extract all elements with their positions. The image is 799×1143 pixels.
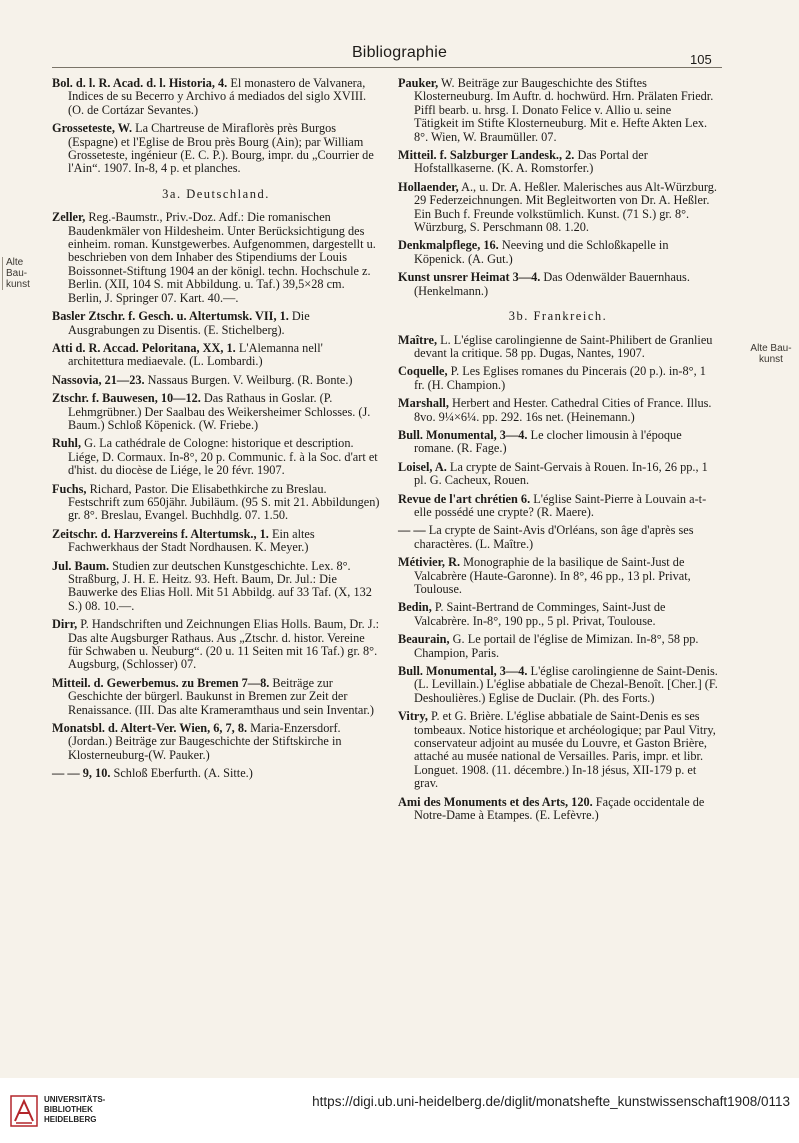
entry-author: Fuchs, bbox=[52, 481, 87, 496]
bibliography-entry bbox=[52, 342, 380, 369]
entry-text: L'Alemanna nell' architettura mediaevale. (L. Lombardi.) bbox=[68, 340, 323, 369]
header-rule bbox=[52, 67, 722, 68]
margin-note-right-text: Alte Bau- kunst bbox=[750, 343, 792, 365]
entry-author: Ruhl, bbox=[52, 436, 82, 451]
footer-bar bbox=[0, 1078, 799, 1143]
bibliography-entry bbox=[52, 310, 380, 337]
library-name-line: BIBLIOTHEK bbox=[44, 1105, 93, 1114]
bibliography-entry bbox=[398, 710, 718, 790]
entry-author: Basler Ztschr. f. Gesch. u. Altertumsk. VII, 1. bbox=[52, 309, 289, 324]
entry-author: Maître, bbox=[398, 332, 438, 347]
entry-text: Das Portal der Hofstallkaserne. (K. A. Romstorfer.) bbox=[414, 148, 648, 176]
entry-text: Neeving und die Schloßkapelle in Köpenick. (A. Gut.) bbox=[414, 238, 669, 266]
entry-text: P. Saint-Bertrand de Comminges, Saint-Just de Valcabrère. In-8°, 190 pp., 5 pl. Privat, Toulouse. bbox=[414, 600, 666, 628]
entry-text: P. et G. Brière. L'église abbatiale de Saint-Denis es ses tombeaux. Notice historique et archéologique; par Paul Vitry, conservateur adjoint au musée du Louvre, et Gaston Brière, attaché au musée national de Versailles. Paris, impr. et libr. Longuet. 1908. (11. décembre.) In-18 jésus, XII-179 p. et grav. bbox=[414, 709, 716, 791]
entry-author: Bedin, bbox=[398, 600, 432, 615]
entry-author: Grosseteste, W. bbox=[52, 121, 133, 136]
bibliography-entry bbox=[398, 429, 718, 456]
entry-text: W. Beiträge zur Baugeschichte des Stiftes Klosterneuburg. Im Auftr. d. hochwürd. Hrn. Prälaten Friedr. Piffl bearb. u. hrsg. I. Donato Felice v. Allio u. seine Tätigkeit im Stifte Klosterneuburg. Mit e. Hefte Akten Lex. 8°. Wien, W. Braumüller. 07. bbox=[414, 76, 714, 144]
right-column bbox=[398, 77, 718, 828]
entry-author: Loisel, A. bbox=[398, 459, 447, 474]
left-column bbox=[52, 77, 380, 786]
bibliography-entry bbox=[52, 618, 380, 672]
entry-text: Beiträge zur Geschichte der bürgerl. Baukunst in Bremen zur Zeit der Renaissance. (III. Das alte Krameramthaus und sein Inventar.) bbox=[68, 675, 374, 717]
entry-author: Bol. d. l. R. Acad. d. l. Historia, 4. bbox=[52, 76, 228, 90]
library-name-line: UNIVERSITÄTS- bbox=[44, 1095, 106, 1104]
entry-text: L. L'église carolingienne de Saint-Philibert de Granlieu devant la critique. 58 pp. Dugas, Nantes, 1907. bbox=[414, 332, 713, 360]
right-main-entries bbox=[398, 334, 718, 823]
entry-author: Coquelle, bbox=[398, 364, 448, 379]
entry-text: Richard, Pastor. Die Elisabethkirche zu Breslau. Festschrift zum 650jähr. Jubiläum. (95 S. mit 21. Abbildungen) gr. 8°. Breslau, Evangel. Buchhdlg. 07. 1.50. bbox=[68, 481, 380, 523]
entry-author: Mitteil. f. Salzburger Landesk., 2. bbox=[398, 148, 575, 163]
bibliography-entry bbox=[52, 560, 380, 614]
entry-author: Denkmalpflege, 16. bbox=[398, 238, 499, 253]
bibliography-entry bbox=[398, 461, 718, 488]
entry-author: Hollaender, bbox=[398, 179, 459, 194]
bibliography-entry bbox=[52, 211, 380, 305]
bibliography-entry bbox=[398, 633, 718, 660]
bibliography-entry bbox=[398, 796, 718, 823]
entry-text: G. Le portail de l'église de Mimizan. In-8°, 58 pp. Champion, Paris. bbox=[414, 632, 699, 660]
entry-text: Ein altes Fachwerkhaus der Stadt Nordhausen. K. Meyer.) bbox=[68, 526, 315, 555]
entry-author: Kunst unsrer Heimat 3—4. bbox=[398, 270, 541, 285]
bibliography-entry bbox=[52, 392, 380, 432]
bibliography-entry bbox=[398, 239, 718, 266]
bibliography-entry bbox=[398, 556, 718, 596]
entry-text: Schloß Eberfurth. (A. Sitte.) bbox=[110, 766, 253, 781]
bibliography-entry bbox=[398, 271, 718, 298]
entry-text: Das Odenwälder Bauernhaus. (Henkelmann.) bbox=[414, 270, 690, 298]
section-heading-frankreich: 3b. Frankreich. bbox=[508, 309, 608, 324]
entry-text: G. La cathédrale de Cologne: historique et description. Liége, D. Cormaux. In-8°, 20 p. Communic. f. à la Soc. d'art et d'hist. du diocèse de Liége, le 20 févr. 1907. bbox=[68, 436, 378, 478]
entry-text: Das Rathaus in Goslar. (P. Lehmgrübner.) Der Saalbau des Weikersheimer Schlosses. (J. Baum.) Schloß Köpenick. (W. Friebe.) bbox=[68, 391, 371, 432]
entry-author: Zeller, bbox=[52, 210, 86, 225]
source-url[interactable]: https://digi.ub.uni-heidelberg.de/diglit/monatshefte_kunstwissenschaft1908/0113 bbox=[312, 1094, 790, 1109]
margin-note-left bbox=[2, 257, 46, 290]
bibliography-entry bbox=[52, 77, 380, 117]
bibliography-entry bbox=[52, 483, 380, 523]
entry-text: A., u. Dr. A. Heßler. Malerisches aus Alt-Würzburg. 29 Federzeichnungen. Mit Begleitworten von Dr. A. Heßler. Ein Buch f. Freunde volkstümlich. Kunst. (71 S.) gr. 8°. Würzburg, S. Perschmann 08. 1.20. bbox=[414, 179, 718, 235]
entry-text: La crypte de Saint-Gervais à Rouen. In-16, 26 pp., 1 pl. G. Cacheux, Rouen. bbox=[414, 459, 708, 488]
bibliography-entry bbox=[52, 374, 380, 387]
bibliography-entry bbox=[398, 524, 718, 551]
entry-author: Atti d. R. Accad. Peloritana, XX, 1. bbox=[52, 340, 236, 355]
bibliography-entry bbox=[52, 528, 380, 555]
entry-text: P. Les Eglises romanes du Pincerais (20 p.). in-8°, 1 fr. (H. Champion.) bbox=[414, 364, 706, 392]
entry-author: Revue de l'art chrétien 6. bbox=[398, 491, 531, 506]
entry-text: Reg.-Baumstr., Priv.-Doz. Adf.: Die romanischen Baudenkmäler von Hildesheim. Unter Berücksichtigung des einheim. roman. Kunstgewerbes. Aufgenommen, dargestellt u. beschrieben von dem Inhaber des Stipendiums der Louis Boissonnet-Stiftung 1904 an der königl. techn. Hochschule z. Berlin. (XII, 104 S. mit Abbildung. u. Taf.) 39,5×28 cm. Berlin, J. Springer 07. Kart. 40.—. bbox=[68, 210, 376, 305]
bibliography-entry bbox=[398, 365, 718, 392]
right-top-entries bbox=[398, 77, 718, 298]
entry-text: Die Ausgrabungen zu Disentis. (E. Stichelberg). bbox=[68, 309, 310, 337]
library-name bbox=[44, 1095, 105, 1125]
library-name-line: HEIDELBERG bbox=[44, 1115, 97, 1124]
bibliography-entry bbox=[398, 77, 718, 144]
left-main-entries bbox=[52, 211, 380, 780]
entry-author: Bull. Monumental, 3—4. bbox=[398, 664, 528, 679]
entry-text: Façade occidentale de Notre-Dame à Etampes. (E. Lefèvre.) bbox=[414, 794, 705, 823]
bibliography-entry bbox=[52, 122, 380, 176]
entry-text: Le clocher limousin à l'époque romane. (R. Fage.) bbox=[414, 427, 682, 456]
entry-author: Ztschr. f. Bauwesen, 10—12. bbox=[52, 391, 201, 406]
entry-text: Herbert and Hester. Cathedral Cities of France. Illus. 8vo. 9¼×6¼. pp. 292. 16s net. (Heinemann.) bbox=[414, 396, 712, 424]
entry-text: Nassaus Burgen. V. Weilburg. (R. Bonte.) bbox=[144, 372, 353, 387]
entry-author: Monatsbl. d. Altert-Ver. Wien, 6, 7, 8. bbox=[52, 721, 248, 736]
bibliography-entry bbox=[52, 722, 380, 762]
bibliography-entry bbox=[52, 677, 380, 717]
bibliography-entry bbox=[398, 149, 718, 176]
entry-author: Jul. Baum. bbox=[52, 558, 110, 573]
entry-author: — — bbox=[398, 523, 426, 538]
entry-author: Bull. Monumental, 3—4. bbox=[398, 427, 528, 442]
entry-text: P. Handschriften und Zeichnungen Elias Holls. Baum, Dr. J.: Das alte Augsburger Rathaus. Aus „Ztschr. d. histor. Vereine für Schwaben u. Neuburg“. (20 u. 11 Seiten mit 16 Taf.) gr. 8°. Augsburg, (Schlosser) 07. bbox=[68, 617, 380, 672]
bibliography-entry bbox=[398, 665, 718, 705]
margin-note-left-text: Alte Bau- kunst bbox=[6, 257, 30, 290]
entry-author: Dirr, bbox=[52, 617, 78, 632]
page-number: 105 bbox=[690, 52, 712, 67]
section-heading-deutschland: 3a. Deutschland. bbox=[162, 186, 270, 201]
bibliography-entry bbox=[398, 601, 718, 628]
entry-text: El monastero de Valvanera, Indices de su Becerro y Archivo á mediados del siglo XVIII. (O. de Cortázar Sevantes.) bbox=[68, 76, 367, 117]
bibliography-entry bbox=[398, 181, 718, 235]
bibliography-entry bbox=[52, 767, 380, 780]
margin-note-right bbox=[745, 343, 797, 365]
entry-text: L'église carolingienne de Saint-Denis. (L. Levillain.) L'église abbatiale de Chezal-Benoît. [Cher.] (F. Deshoulières.) Eglise de Duclair. (Ph. des Forts.) bbox=[414, 664, 718, 705]
entry-text: Studien zur deutschen Kunstgeschichte. Lex. 8°. Straßburg, J. H. E. Heitz. 93. Heft. Baum, Dr. Jul.: Die Bauwerke des Elias Holl. Mit 51 Abbildg. auf 33 Taf. (X, 132 S.) 08. 10.—. bbox=[68, 558, 372, 613]
entry-text: Maria-Enzersdorf. (Jordan.) Beiträge zur Baugeschichte der Stiftskirche in Klosterneuburg-(W. Pauker.) bbox=[68, 721, 342, 762]
bibliography-entry bbox=[398, 397, 718, 424]
entry-author: Marshall, bbox=[398, 396, 449, 411]
bibliography-entry bbox=[398, 493, 718, 520]
entry-author: Beaurain, bbox=[398, 632, 450, 647]
bibliography-entry bbox=[52, 437, 380, 477]
entry-author: Nassovia, 21—23. bbox=[52, 372, 145, 387]
entry-author: Vitry, bbox=[398, 709, 428, 724]
page-title: Bibliographie bbox=[351, 44, 448, 61]
entry-author: Métivier, R. bbox=[398, 555, 461, 570]
bibliography-entry bbox=[398, 334, 718, 361]
left-top-entries bbox=[52, 77, 380, 176]
entry-author: — — 9, 10. bbox=[52, 766, 111, 781]
entry-text: La Chartreuse de Miraflorès près Burgos (Espagne) et l'Eglise de Brou près Bourg (Ain); par William Grosseteste, ingénieur (E. C. P.). Bourg, impr. du „Courrier de l'Ain“. 1907. In-8, 4 p. et planches. bbox=[68, 121, 374, 176]
entry-text: L'église Saint-Pierre à Louvain a-t-elle possédé une crypte? (R. Maere). bbox=[414, 491, 707, 519]
entry-author: Mitteil. d. Gewerbemus. zu Bremen 7—8. bbox=[52, 675, 270, 690]
library-logo-icon bbox=[10, 1095, 38, 1127]
entry-author: Zeitschr. d. Harzvereins f. Altertumsk., 1. bbox=[52, 526, 269, 541]
entry-text: Monographie de la basilique de Saint-Just de Valcabrère (Haute-Garonne). In 8°, 46 pp., 13 pl. Privat, Toulouse. bbox=[414, 555, 691, 596]
entry-text: La crypte de Saint-Avis d'Orléans, son âge d'après ses charactères. (L. Maître.) bbox=[414, 523, 694, 551]
entry-author: Pauker, bbox=[398, 76, 439, 90]
entry-author: Ami des Monuments et des Arts, 120. bbox=[398, 794, 593, 809]
